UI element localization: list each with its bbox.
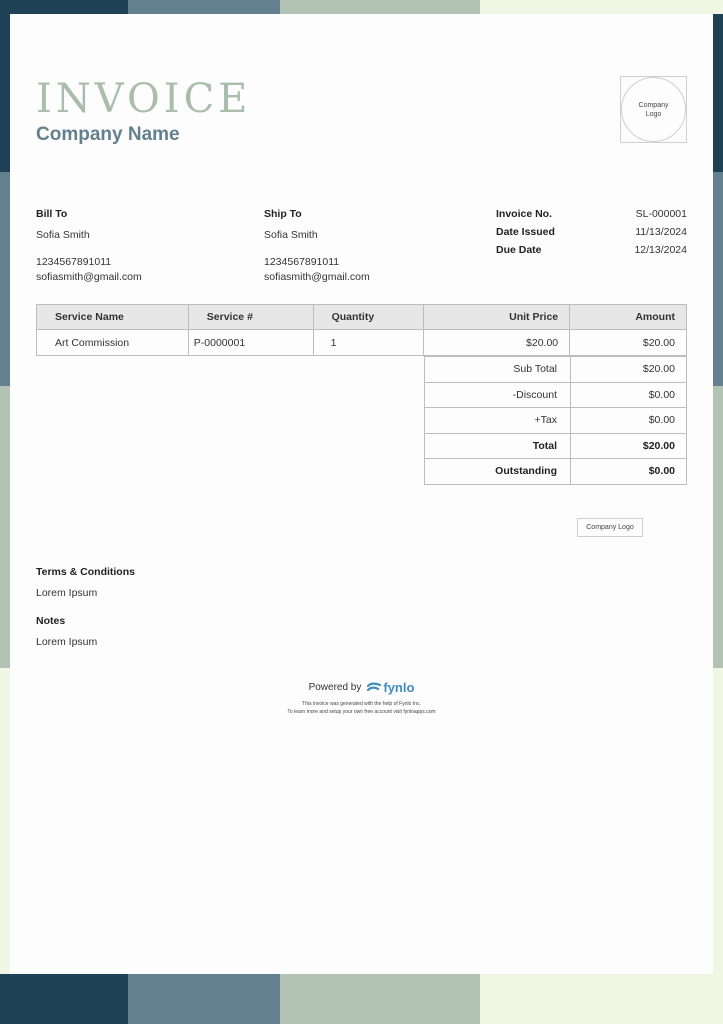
totals-row-total (425, 433, 687, 459)
decor-band-navy-top (0, 0, 128, 14)
discount-value: $0.00 (571, 382, 687, 408)
cell-service-number: P-0000001 (188, 330, 313, 356)
decor-band-right-3 (713, 386, 723, 668)
table-row (37, 330, 687, 356)
notes-label: Notes (36, 615, 66, 627)
bill-to-name: Sofia Smith (36, 229, 90, 241)
decor-band-left-1 (0, 14, 10, 172)
notes-text: Lorem Ipsum (36, 636, 98, 648)
subtotal-value: $20.00 (571, 357, 687, 383)
decor-band-slate-bottom (128, 974, 280, 1024)
decor-band-left-2 (0, 172, 10, 386)
invoice-number-label: Invoice No. (496, 208, 553, 220)
decor-band-sage-bottom (280, 974, 480, 1024)
powered-by-text: Powered by (308, 682, 362, 693)
invoice-page (10, 14, 713, 974)
company-name: Company Name (36, 124, 180, 145)
col-amount: Amount (570, 305, 687, 330)
total-label: Total (425, 433, 571, 459)
due-date: 12/13/2024 (634, 244, 687, 256)
decor-band-right-2 (713, 172, 723, 386)
cell-quantity: 1 (313, 330, 424, 356)
decor-band-left-3 (0, 386, 10, 668)
cell-amount: $20.00 (570, 330, 687, 356)
table-header-row (37, 305, 687, 330)
company-logo-placeholder (620, 76, 687, 143)
decor-band-left-4 (0, 668, 10, 974)
due-date-label: Due Date (496, 244, 542, 256)
totals-row-outstanding (425, 459, 687, 485)
decor-band-cream-bottom (480, 974, 723, 1024)
company-logo-text: Company Logo (621, 77, 686, 142)
decor-band-sage-top (280, 0, 480, 14)
totals-row-tax (425, 408, 687, 434)
col-service-name: Service Name (37, 305, 189, 330)
tax-label: +Tax (425, 408, 571, 434)
decor-band-right-1 (713, 14, 723, 172)
col-unit-price: Unit Price (424, 305, 570, 330)
date-issued: 11/13/2024 (635, 226, 687, 238)
ship-to-email: sofiasmith@gmail.com (264, 271, 370, 283)
line-items-table (36, 304, 687, 356)
outstanding-label: Outstanding (425, 459, 571, 485)
decor-band-right-4 (713, 668, 723, 974)
bill-to-email: sofiasmith@gmail.com (36, 271, 142, 283)
totals-row-discount (425, 382, 687, 408)
totals-table (424, 356, 687, 485)
signature-logo-placeholder: Company Logo (577, 518, 643, 537)
fynlo-brand-name: fynlo (383, 680, 415, 695)
ship-to-label: Ship To (264, 208, 302, 220)
footer-line-2: To learn more and setup your own free account visit fynloapps.com (287, 709, 436, 715)
decor-band-navy-bottom (0, 974, 128, 1024)
subtotal-label: Sub Total (425, 357, 571, 383)
cell-service-name: Art Commission (37, 330, 189, 356)
footer (10, 680, 713, 716)
outstanding-value: $0.00 (571, 459, 687, 485)
total-value: $20.00 (571, 433, 687, 459)
ship-to-name: Sofia Smith (264, 229, 318, 241)
decor-band-cream-top (480, 0, 723, 14)
footer-line-1: This invoice was generated with the help of Fynlo Inc. (302, 701, 421, 707)
powered-by-row (10, 680, 713, 695)
bill-to-phone: 1234567891011 (36, 256, 112, 268)
col-quantity: Quantity (313, 305, 424, 330)
cell-unit-price: $20.00 (424, 330, 570, 356)
terms-label: Terms & Conditions (36, 566, 135, 578)
invoice-title: INVOICE (36, 76, 252, 122)
col-service-number: Service # (188, 305, 313, 330)
bill-to-label: Bill To (36, 208, 68, 220)
decor-band-slate-top (128, 0, 280, 14)
fynlo-brand[interactable] (367, 680, 414, 695)
ship-to-phone: 1234567891011 (264, 256, 340, 268)
tax-value: $0.00 (571, 408, 687, 434)
terms-text: Lorem Ipsum (36, 587, 98, 599)
discount-label: -Discount (425, 382, 571, 408)
totals-row-subtotal (425, 357, 687, 383)
invoice-number: SL-000001 (635, 208, 687, 220)
date-issued-label: Date Issued (496, 226, 555, 238)
fynlo-logo-icon (367, 682, 381, 694)
